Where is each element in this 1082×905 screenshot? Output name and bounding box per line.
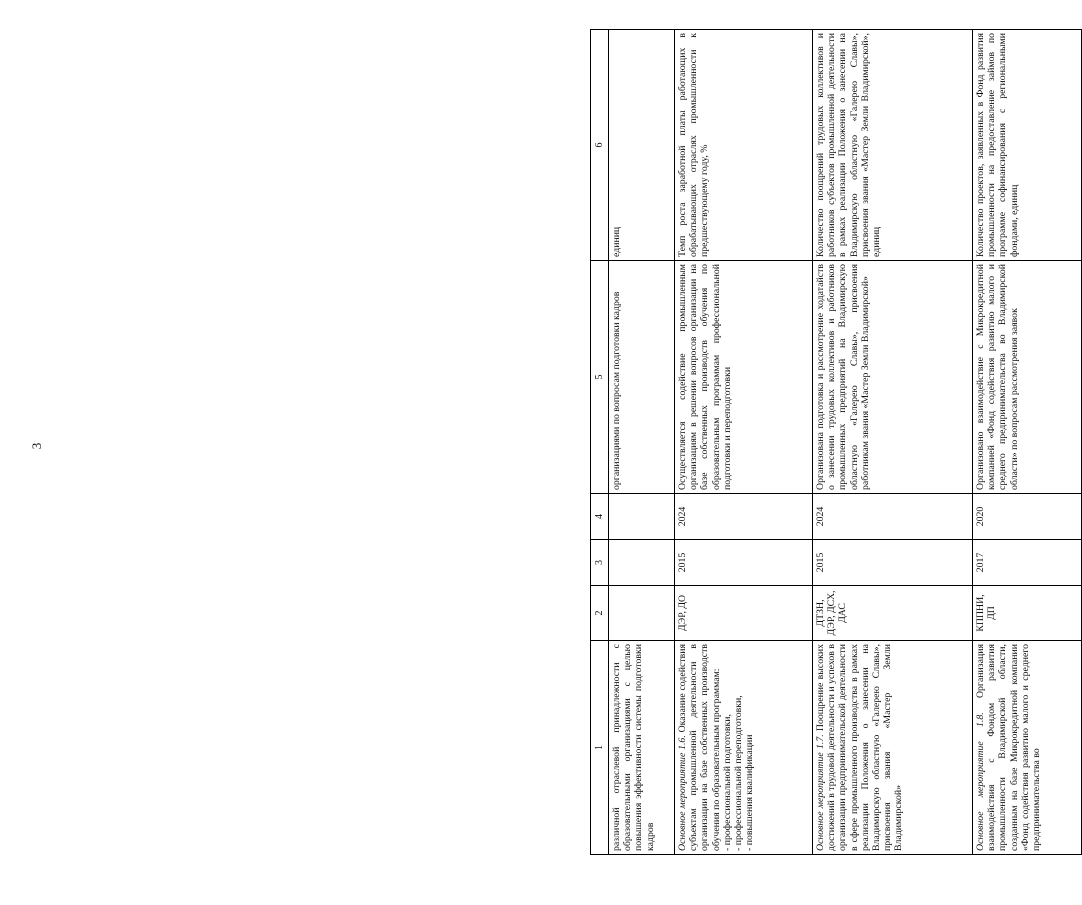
indicator-cell: Темп роста заработной платы работающих в обрабатывающих отраслях промышленности к предшествующему году, % — [675, 30, 813, 261]
measure-text: различной отраслевой принадлежности с образовательными организациями с целью повышения эффективности системы подготовки кадров — [611, 644, 656, 851]
table-row — [813, 30, 973, 855]
measure-number: Основное мероприятие 1.8. — [975, 712, 986, 851]
header-col-6: 6 — [591, 30, 609, 261]
header-row — [591, 30, 609, 855]
measure-number: Основное мероприятие 1.7. — [815, 734, 826, 851]
indicator-cell: Количество проектов, заявленных в Фонд развития промышленности на предоставление займов по программе софинансирования с региональными фондами, единиц — [973, 30, 1082, 261]
start-year-cell: 2017 — [973, 540, 1082, 586]
measures-table — [590, 29, 1082, 855]
table-row — [675, 30, 813, 855]
start-year-cell: 2015 — [675, 540, 813, 586]
list-item: - повышения квалификации — [744, 734, 756, 851]
responsible-cell: ДЭР, ДО — [675, 586, 813, 641]
header-col-5: 5 — [591, 261, 609, 494]
measure-cell — [813, 641, 973, 855]
result-cell: Организована подготовка и рассмотрение ходатайств о занесении трудовых коллективов и работников промышленных предприятий на Владимирскую областную «Галерею Славы», присвоения работникам звания «Мастер Земли Владимирской» — [813, 261, 973, 494]
end-year-cell: 2020 — [973, 494, 1082, 540]
indicator-cell: Количество поощрений трудовых коллективов и работников субъектов промышленной деятельности в рамках реализации Положения о занесении на Владимирскую областную «Галерею Славы», присвоения звания «Мастер Земли Владимирской», единиц — [813, 30, 973, 261]
end-year-cell: 2024 — [813, 494, 973, 540]
page-number: 3 — [29, 442, 44, 450]
table-row — [609, 30, 675, 855]
result-cell: организациями по вопросам подготовки кадров — [609, 261, 675, 494]
measure-text: Поощрение высоких достижений в трудовой деятельности и успехов в организации предпринимательской деятельности в сфере промышленного производства в рамках реализации Положения о занесении на Владимирскую областную «Галерею Славы», присвоения звания «Мастер Земли Владимирской» — [815, 644, 905, 851]
header-col-2: 2 — [591, 586, 609, 641]
responsible-cell — [609, 586, 675, 641]
end-year-cell: 2024 — [675, 494, 813, 540]
list-item: - профессиональной подготовки, — [721, 714, 733, 851]
measure-cell — [675, 641, 813, 855]
measure-cell — [973, 641, 1082, 855]
header-col-4: 4 — [591, 494, 609, 540]
responsible-cell: КППНИ, ДП — [973, 586, 1082, 641]
header-col-3: 3 — [591, 540, 609, 586]
measure-cell — [609, 641, 675, 855]
measure-text: Организация взаимодействия с Фондом развития промышленности Владимирской области, созданным на базе Микрокредитной компании «Фонд содействия развитию малого и среднего предпринимательства во — [975, 644, 1043, 851]
start-year-cell — [609, 540, 675, 586]
end-year-cell — [609, 494, 675, 540]
rotated-table-container — [590, 30, 1082, 855]
measure-text: Оказание содействия субъектам промышленной деятельности в организации на базе собственных производств обучения по образовательным программам: — [677, 644, 722, 851]
responsible-cell: ДТЗН, ДЭР, ДСХ, ДАС — [813, 586, 973, 641]
list-item: - профессиональной переподготовки, — [733, 695, 745, 851]
header-col-1: 1 — [591, 641, 609, 855]
indicator-cell: единиц — [609, 30, 675, 261]
result-cell: Организовано взаимодействие с Микрокредитной компанией «Фонд содействия развитию малого и среднего предпринимательства во Владимирской области» по вопросам рассмотрения заявок — [973, 261, 1082, 494]
measure-number: Основное мероприятие 1.6. — [677, 735, 688, 851]
result-cell: Осуществляется содействие промышленным организациям в решении вопросов организации на базе собственных производств обучения по образовательным программам профессиональной подготовки и переподготовки — [675, 261, 813, 494]
table-row — [973, 30, 1082, 855]
start-year-cell: 2015 — [813, 540, 973, 586]
